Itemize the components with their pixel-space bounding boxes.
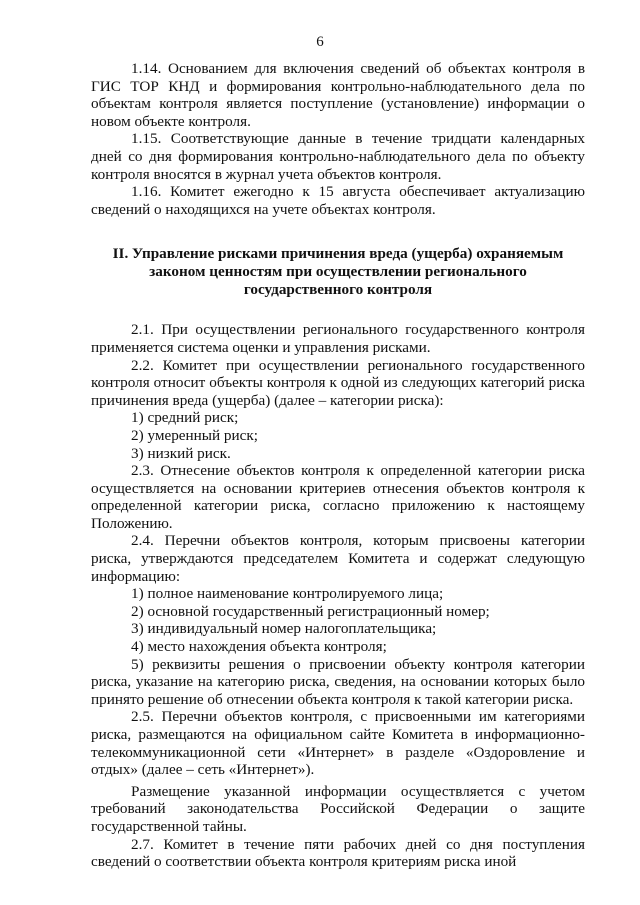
paragraph-1-16: 1.16. Комитет ежегодно к 15 августа обеспечивает актуализацию сведений о находящихся на учете объектах контроля. xyxy=(91,183,585,218)
info-list-item: 3) индивидуальный номер налогоплательщика; xyxy=(131,620,437,638)
paragraph-1-14: 1.14. Основанием для включения сведений об объектах контроля в ГИС ТОР КНД и формирования контрольно-наблюдательного дела по объектам контроля является поступление (установление) информации о новом объекте контроля. xyxy=(91,60,585,130)
risk-category-item: 2) умеренный риск; xyxy=(131,426,258,444)
document-body xyxy=(91,60,585,871)
section-ii-title: II. Управление рисками причинения вреда (ущерба) охраняемым законом ценностям при осуществлении регионального государственного контроля xyxy=(112,245,564,299)
paragraph-2-2: 2.2. Комитет при осуществлении регионального государственного контроля относит объекты контроля к одной из следующих категорий риска причинения вреда (ущерба) (далее – категории риска): xyxy=(91,356,585,409)
risk-category-item: 3) низкий риск. xyxy=(131,444,231,462)
paragraph-2-7: 2.7. Комитет в течение пяти рабочих дней со дня поступления сведений о соответствии объекта контроля критериям риска иной xyxy=(91,835,585,871)
risk-category-item: 1) средний риск; xyxy=(131,409,239,427)
info-list-item: 1) полное наименование контролируемого лица; xyxy=(131,585,444,603)
info-list-item-5: 5) реквизиты решения о присвоении объекту контроля категории риска, указание на категорию риска, сведения, на основании которых было принято решение об отнесении объекта контроля к такой категории риска. xyxy=(91,655,585,708)
paragraph-2-4: 2.4. Перечни объектов контроля, которым присвоены категории риска, утверждаются председателем Комитета и содержат следующую информацию: xyxy=(91,532,585,585)
paragraph-2-3: 2.3. Отнесение объектов контроля к определенной категории риска осуществляется на основании критериев отнесения объектов контроля к определенной категории риска, согласно приложению к настоящему Положению. xyxy=(91,462,585,532)
info-list-item: 4) место нахождения объекта контроля; xyxy=(131,638,387,656)
page-number: 6 xyxy=(316,34,324,50)
paragraph-2-1: 2.1. При осуществлении регионального государственного контроля применяется система оценки и управления рисками. xyxy=(91,321,585,356)
paragraph-placement: Размещение указанной информации осуществляется с учетом требований законодательства Российской Федерации о защите государственной тайны. xyxy=(91,782,585,835)
info-list-item: 2) основной государственный регистрационный номер; xyxy=(131,602,490,620)
paragraph-2-5: 2.5. Перечни объектов контроля, с присвоенными им категориями риска, размещаются на официальном сайте Комитета в информационно-телекоммуникационной сети «Интернет» в разделе «Оздоровление и отдых» (далее – сеть «Интернет»). xyxy=(91,708,585,779)
paragraph-1-15: 1.15. Соответствующие данные в течение тридцати календарных дней со дня формирования контрольно-наблюдательного дела по объекту контроля вносятся в журнал учета объектов контроля. xyxy=(91,130,585,183)
